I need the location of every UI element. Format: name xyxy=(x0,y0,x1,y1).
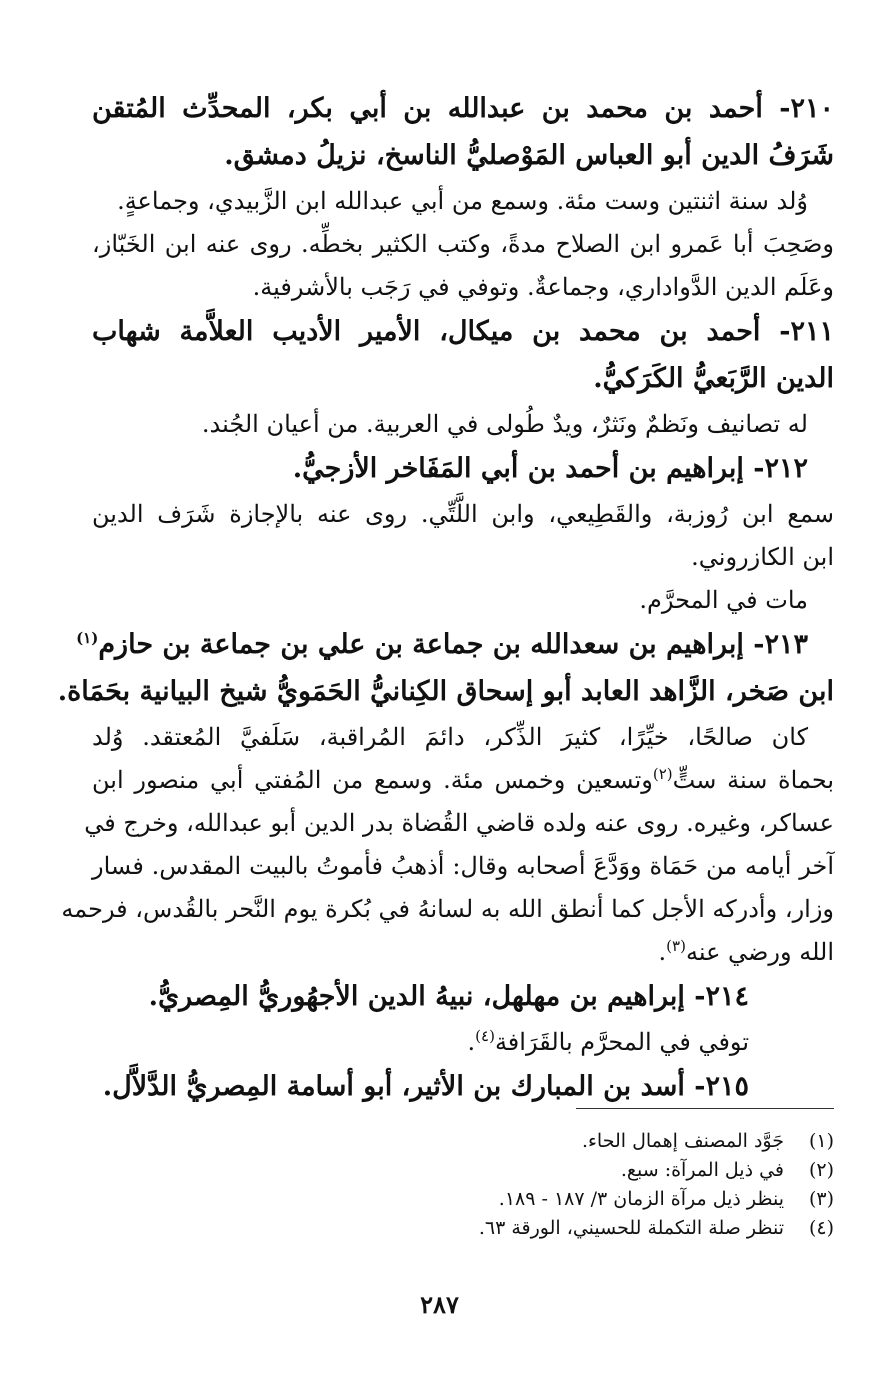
entry-heading: ٢١٢- إبراهيم بن أحمد بن أبي المَفَاخر الأزجيُّ. xyxy=(292,453,808,484)
entry-211 xyxy=(92,309,834,446)
entry-heading xyxy=(76,622,834,669)
entry-body-line: وزار، وأدركه الأجل كما أنطق الله به لسانهُ في بُكرة يوم النَّحر بالقُدس، فرحمه xyxy=(61,895,834,923)
entry-heading: ٢١٥- أسد بن المبارك بن الأثير، أبو أسامة المِصريُّ الدَّلاَّل. xyxy=(102,1071,749,1102)
entry-body-line: وعَلَم الدين الدَّواداري، وجماعةٌ. وتوفي في رَجَب بالأشرفية. xyxy=(252,273,834,301)
entry-body-line: كان صالحًا، خيِّرًا، كثيرَ الذِّكر، دائمَ المُراقبة، سَلَفيَّ المُعتقد. وُلد xyxy=(92,723,808,751)
footnote-number: (٤) xyxy=(808,1217,834,1239)
entry-212 xyxy=(92,446,834,622)
footnote-marker: (٣) xyxy=(666,937,686,955)
footnote-number: (٣) xyxy=(808,1188,834,1210)
entry-body-line xyxy=(92,931,834,974)
entry-213 xyxy=(57,622,834,974)
footnote xyxy=(92,1127,834,1156)
entry-heading: الدين الرَّبَعيُّ الكَرَكيُّ. xyxy=(593,363,834,394)
page-number: ٢٨٧ xyxy=(420,1290,459,1319)
footnote-number: (١) xyxy=(808,1130,834,1152)
footnote-text: جَوَّد المصنف إهمال الحاء. xyxy=(581,1130,784,1152)
entry-body-line: مات في المحرَّم. xyxy=(639,586,808,614)
entry-body-line: ابن الكازروني. xyxy=(691,543,834,571)
entry-heading: شَرَفُ الدين أبو العباس المَوْصليُّ الناسخ، نزيلُ دمشق. xyxy=(224,140,834,171)
entry-body-text: وتسعين وخمس مئة. وسمع من المُفتي أبي منصور ابن xyxy=(92,766,653,794)
footnote-text: في ذيل المرآة: سبع. xyxy=(620,1159,784,1181)
entry-body-text: الله ورضي عنه xyxy=(685,938,834,966)
entry-heading-text: ٢١٣- إبراهيم بن سعدالله بن جماعة بن علي بن جماعة بن حازم xyxy=(98,629,808,660)
entry-heading: ٢١٤- إبراهيم بن مهلهل، نبيهُ الدين الأجهُوريُّ المِصريُّ. xyxy=(148,981,749,1012)
entry-body-text: بحماة سنة ستٍّ xyxy=(672,766,834,794)
entry-214 xyxy=(92,974,834,1064)
entry-body-line: وُلد سنة اثنتين وست مئة. وسمع من أبي عبدالله ابن الزَّبيدي، وجماعةٍ. xyxy=(117,187,808,215)
entry-210 xyxy=(92,86,834,309)
footnote xyxy=(92,1214,834,1243)
entry-body-line xyxy=(92,759,834,802)
entry-body-line xyxy=(92,1021,834,1064)
footnote-separator xyxy=(576,1108,834,1109)
entry-heading: ٢١٠- أحمد بن محمد بن عبدالله بن أبي بكر، المحدِّث المُتقن xyxy=(92,93,834,124)
footnote-marker: (٢) xyxy=(652,765,673,783)
entry-body-line: آخر أيامه من حَمَاة ووَدَّعَ أصحابه وقال: أذهبُ فأموتُ بالبيت المقدس. فسار xyxy=(92,852,834,880)
footnotes xyxy=(92,1127,834,1243)
entry-body-line: له تصانيف ونَظمٌ ونَثرٌ، ويدٌ طُولى في العربية. من أعيان الجُند. xyxy=(201,410,808,438)
footnote xyxy=(92,1156,834,1185)
footnote xyxy=(92,1185,834,1214)
entry-heading: ٢١١- أحمد بن محمد بن ميكال، الأمير الأديب العلاَّمة شهاب xyxy=(92,316,834,347)
entry-215 xyxy=(92,1064,834,1111)
footnote-marker: (٤) xyxy=(475,1027,495,1045)
entry-body-line: سمع ابن رُوزبة، والقَطِيعي، وابن اللَّتِّي. روى عنه بالإجازة شَرَف الدين xyxy=(92,500,834,528)
entry-body-text: توفي في المحرَّم بالقَرَافة xyxy=(494,1028,749,1056)
footnote-number: (٢) xyxy=(808,1159,834,1181)
entry-body-line: عساكر، وغيره. روى عنه ولده قاضي القُضاة بدر الدين أبو عبدالله، وخرج في xyxy=(84,809,834,837)
entry-heading: ابن صَخر، الزَّاهد العابد أبو إسحاق الكِنانيُّ الحَمَويُّ شيخ البيانية بحَمَاة. xyxy=(57,676,834,707)
period: . xyxy=(658,938,667,966)
footnote-text: تنظر صلة التكملة للحسيني، الورقة ٦٣. xyxy=(478,1217,784,1239)
entry-body-line: وصَحِبَ أبا عَمرو ابن الصلاح مدةً، وكتب الكثير بخطِّه. روى عنه ابن الخَبّاز، xyxy=(92,230,834,258)
period: . xyxy=(467,1028,476,1056)
footnote-marker: (١) xyxy=(76,629,99,647)
footnote-text: ينظر ذيل مرآة الزمان ٣/ ١٨٧ - ١٨٩. xyxy=(498,1188,784,1210)
